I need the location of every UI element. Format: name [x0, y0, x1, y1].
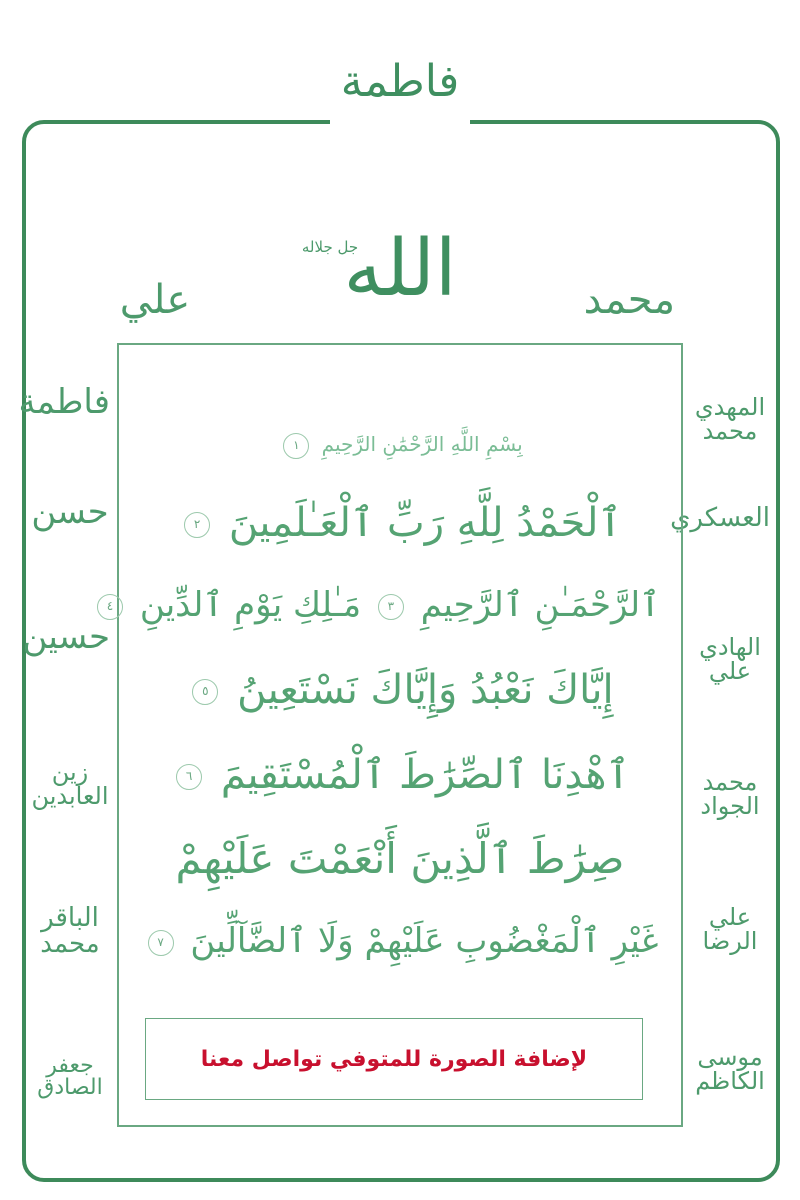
- right-name-1: المهدي محمد: [694, 393, 766, 445]
- frame-gap: [330, 110, 470, 134]
- verse-line-4: [140, 752, 660, 798]
- verse-text: ٱهْدِنَا ٱلصِّرَٰطَ ٱلْمُسْتَقِيمَ: [220, 752, 630, 798]
- left-name-2: حسن: [31, 492, 109, 532]
- basmala-text: بِسْمِ اللَّهِ الرَّحْمَٰنِ الرَّحِيمِ: [321, 432, 523, 456]
- ayah-number-marker: ٣: [378, 594, 404, 620]
- basmala-line: [140, 432, 660, 459]
- verse-text-2: مَـٰلِكِ يَوْمِ ٱلدِّينِ: [139, 585, 362, 625]
- verse-line-3: [140, 667, 660, 713]
- ayah-number-marker: ٧: [148, 930, 174, 956]
- ayah-number-marker: ٦: [176, 764, 202, 790]
- verse-line-6: [140, 920, 660, 961]
- ayah-number-marker: ٢: [184, 512, 210, 538]
- verse-text: إِيَّاكَ نَعْبُدُ وَإِيَّاكَ نَسْتَعِينُ: [237, 667, 614, 713]
- right-name-2: العسكري: [670, 503, 770, 533]
- allah-subtitle: جل جلاله: [301, 238, 359, 256]
- left-name-1: فاطمة: [18, 382, 110, 422]
- left-name-3: حسين: [22, 617, 110, 657]
- right-name-6: موسى الكاظم: [695, 1043, 765, 1095]
- top-emblem-calligraphy: فاطمة: [340, 56, 460, 107]
- right-name-3: الهادي علي: [699, 633, 761, 685]
- inner-frame: [117, 343, 683, 1127]
- ayah-number-marker: ٥: [192, 679, 218, 705]
- verse-line-2: [106, 584, 660, 625]
- left-name-5: الباقر محمد: [40, 903, 100, 959]
- verse-line-1: [140, 500, 660, 546]
- right-name-4: محمد الجواد: [700, 768, 760, 820]
- allah-calligraphy: الله: [343, 224, 457, 314]
- verse-text: ٱلْحَمْدُ لِلَّهِ رَبِّ ٱلْعَـٰلَمِينَ: [228, 500, 622, 546]
- left-name-4: زين العابدين: [31, 758, 109, 810]
- verse-text: غَيْرِ ٱلْمَغْضُوبِ عَلَيْهِمْ وَلَا ٱلضَّآلِّينَ: [190, 921, 659, 961]
- verse-text: صِرَٰطَ ٱلَّذِينَ أَنْعَمْتَ عَلَيْهِمْ: [175, 834, 625, 883]
- name-ali: علي: [119, 277, 191, 323]
- name-muhammad: محمد: [583, 277, 675, 323]
- verse-text: ٱلرَّحْمَـٰنِ ٱلرَّحِيمِ: [420, 585, 660, 625]
- right-name-5: علي الرضا: [702, 903, 758, 955]
- contact-notice-box: [145, 1018, 643, 1100]
- left-name-6: جعفر الصادق: [37, 1053, 103, 1100]
- verse-line-5: [140, 834, 660, 883]
- contact-notice-text: لإضافة الصورة للمتوفي تواصل معنا: [200, 1046, 588, 1072]
- ayah-number-marker-2: ٤: [97, 594, 123, 620]
- ayah-number-marker: ١: [283, 433, 309, 459]
